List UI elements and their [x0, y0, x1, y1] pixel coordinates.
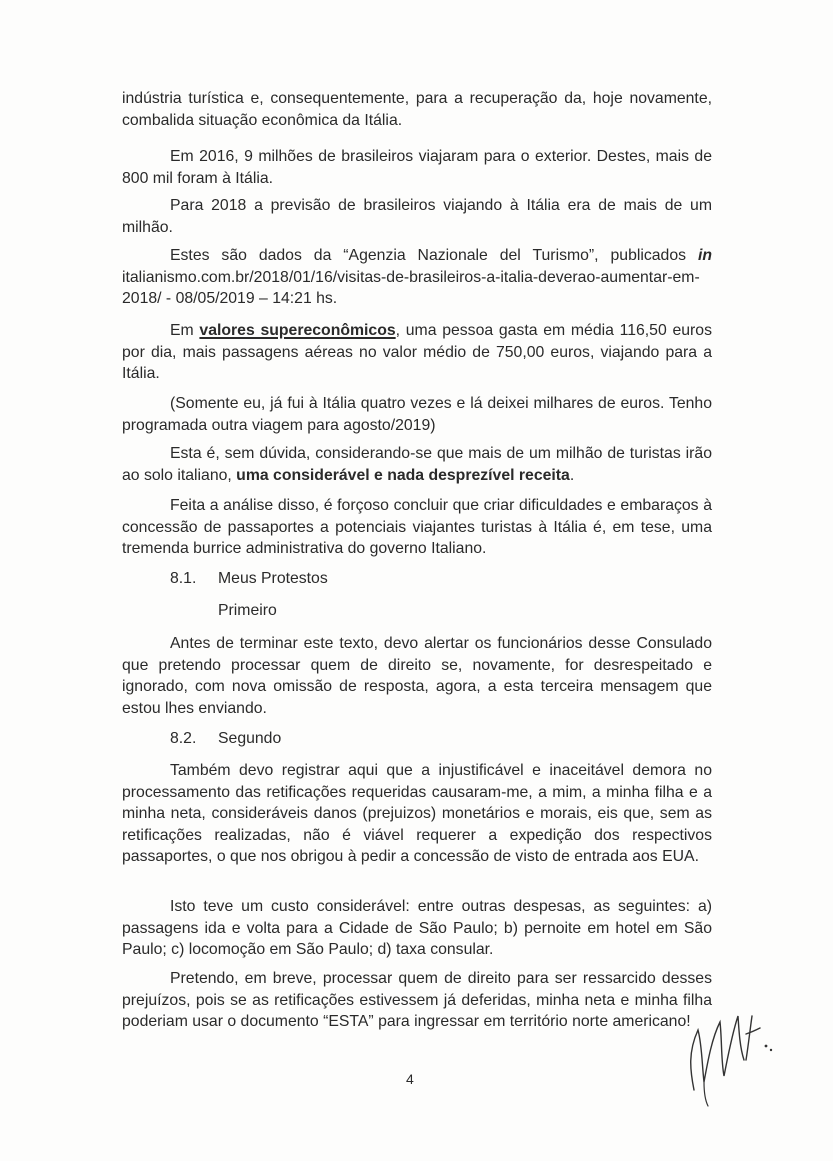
section-8-1-heading [170, 570, 328, 588]
paragraph-7-pre: Esta é, sem dúvida, considerando-se que mais de um milhão de turistas irão ao solo italiano, [122, 445, 712, 484]
page-number: 4 [406, 1071, 414, 1087]
paragraph-9: Antes de terminar este texto, devo alertar os funcionários desse Consulado que pretendo processar quem de direito se, novamente, for desrespeitado e ignorado, com nova omissão de resposta, agora, a esta terceira mensagem que estou lhes enviando. [122, 635, 712, 717]
paragraph-8: Feita a análise disso, é forçoso concluir que criar dificuldades e embaraços à concessão de passaportes a potenciais viajantes turistas à Itália é, em tese, uma tremenda burrice administrativa do governo Italiano. [122, 497, 712, 557]
section-8-2-heading [170, 730, 281, 748]
paragraph-4-italic: in [697, 247, 712, 264]
paragraph-10: Também devo registrar aqui que a injustificável e inaceitável demora no processamento das retificações requeridas causaram-me, a mim, a minha filha e a minha neta, consideráveis danos (prejuizos) monetários e morais, eis que, sem as retificações realizadas, não é viável requerer a expedição dos respectivos passaportes, o que nos obrigou à pedir a concessão de visto de entrada aos EUA. [122, 762, 712, 865]
paragraph-12: Pretendo, em breve, processar quem de direito para ser ressarcido desses prejuízos, pois se as retificações estivessem já deferidas, minha neta e minha filha poderiam usar o documento “ESTA” para ingressar em território norte americano! [122, 970, 712, 1030]
section-8-1-title: Meus Protestos [218, 570, 328, 587]
paragraph-4-pre: Estes são dados da “Agenzia Nazionale del Turismo”, publicados [170, 247, 698, 264]
paragraph-5-post: , uma pessoa gasta em média 116,50 euros por dia, mais passagens aéreas no valor médio de 750,00 euros, viajando para a Itália. [122, 322, 712, 382]
section-8-2-number: 8.2. [170, 730, 197, 747]
paragraph-7-post: . [569, 466, 575, 484]
paragraph-5 [122, 320, 712, 385]
paragraph-5-emphasis: valores supereconômicos [199, 322, 396, 339]
paragraph-7-bold: uma considerável e nada desprezível receita [236, 466, 570, 484]
paragraph-4 [122, 245, 712, 310]
paragraph-6: (Somente eu, já fui à Itália quatro vezes e lá deixei milhares de euros. Tenho programada outra viagem para agosto/2019) [122, 395, 712, 434]
section-8-2-title: Segundo [218, 730, 282, 747]
paragraph-4-post: italianismo.com.br/2018/01/16/visitas-de-brasileiros-a-italia-deverao-aumentar-em-2018/ - 08/05/2019 – 14:21 hs. [122, 268, 700, 307]
paragraph-5-pre: Em [170, 322, 200, 339]
section-8-1-subheading: Primeiro [218, 602, 277, 619]
paragraph-7 [122, 443, 712, 486]
section-8-1-number: 8.1. [170, 570, 197, 587]
paragraph-3: Para 2018 a previsão de brasileiros viajando à Itália era de mais de um milhão. [122, 197, 712, 236]
paragraph-1: indústria turística e, consequentemente, para a recuperação da, hoje novamente, combalida situação econômica da Itália. [122, 90, 712, 129]
handwritten-signature [676, 990, 786, 1110]
paragraph-2: Em 2016, 9 milhões de brasileiros viajaram para o exterior. Destes, mais de 800 mil foram à Itália. [122, 148, 712, 187]
paragraph-11: Isto teve um custo considerável: entre outras despesas, as seguintes: a) passagens ida e volta para a Cidade de São Paulo; b) pernoite em hotel em São Paulo; c) locomoção em São Paulo; d) taxa consular. [122, 898, 712, 958]
